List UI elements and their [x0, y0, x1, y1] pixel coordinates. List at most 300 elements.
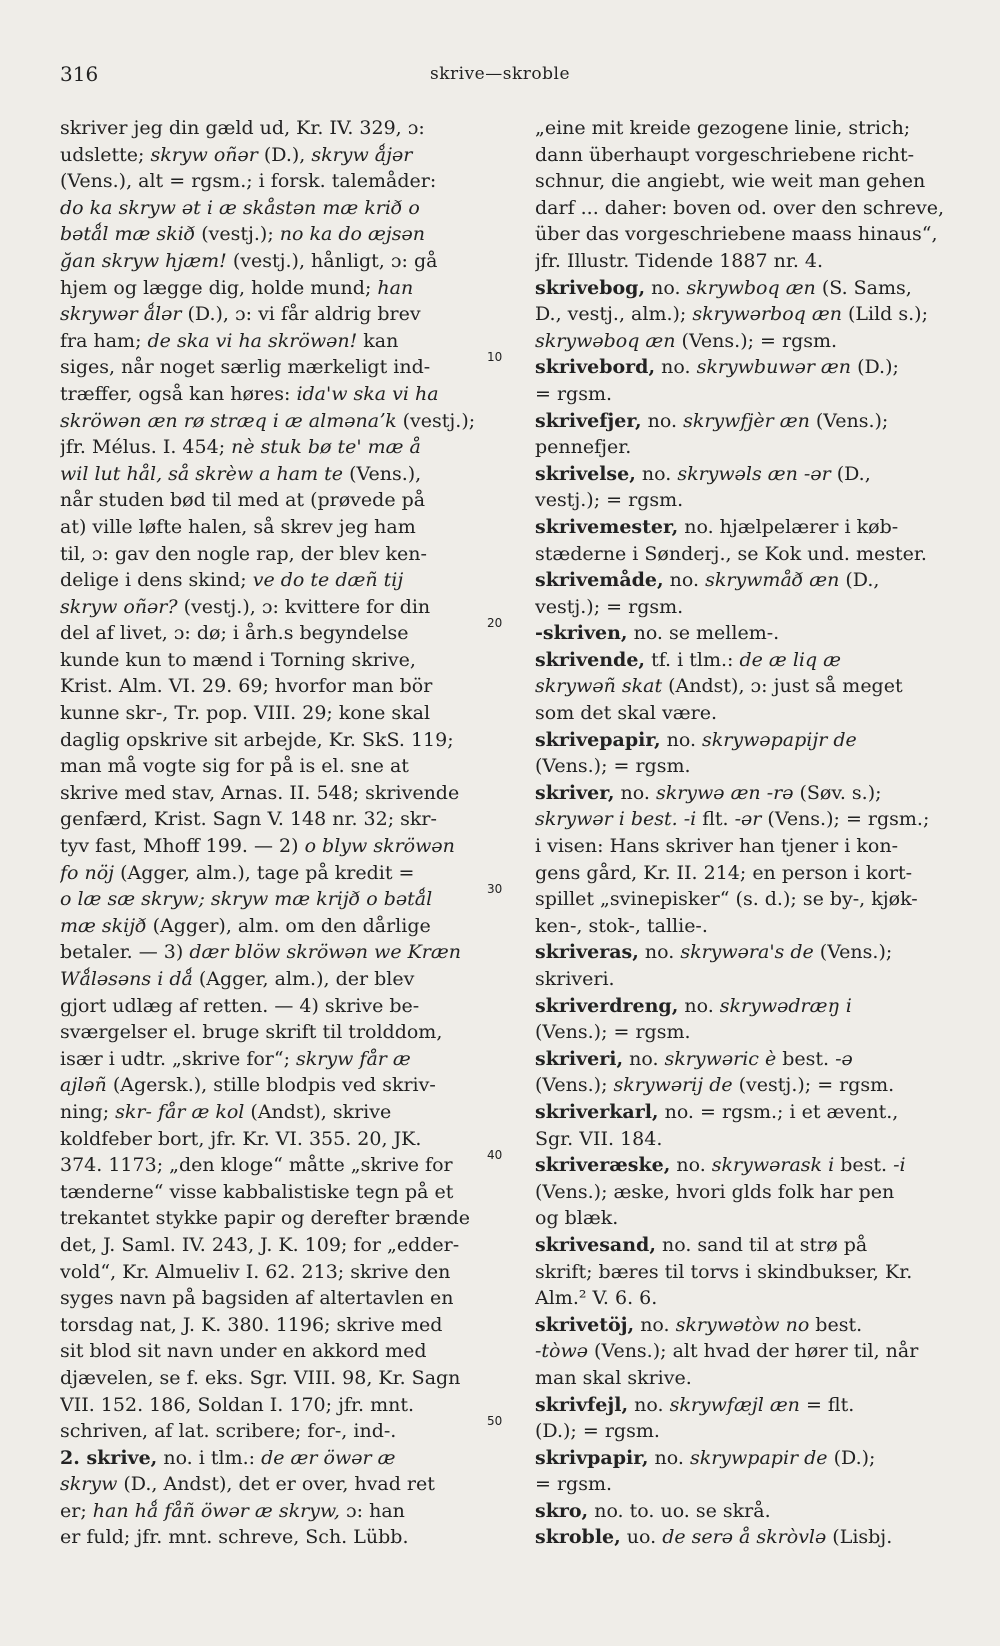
text-line: [60, 1019, 512, 1046]
text-run: skryw oñər: [150, 143, 258, 166]
text-run: (D.);: [827, 1446, 876, 1469]
text-run: no.: [641, 409, 684, 432]
text-run: skrywəric è: [664, 1047, 777, 1070]
text-line: [535, 514, 975, 541]
text-run: fo nöj: [60, 861, 115, 884]
text-run: (D.);: [851, 356, 899, 379]
text-line: [60, 1392, 512, 1419]
text-run: (Agger), alm. om den dårlige: [146, 914, 431, 937]
text-line: [535, 886, 975, 913]
text-run: -i: [893, 1154, 906, 1177]
text-line: [535, 780, 975, 807]
line-number: 50: [487, 1414, 503, 1428]
text-run: = rgsm.: [535, 382, 613, 405]
text-run: skrywərij de: [613, 1074, 733, 1097]
text-run: i visen: Hans skriver han tjener i kon-: [535, 835, 898, 858]
text-line: [60, 1126, 512, 1153]
text-run: no.: [635, 462, 678, 485]
headword: skroble,: [535, 1526, 621, 1549]
text-line: [535, 142, 975, 169]
text-line: [535, 541, 975, 568]
text-line: [60, 328, 512, 355]
text-run: skröwən æn rø stræq i æ almənaʼk: [60, 409, 397, 432]
text-run: man må vogte sig for på is el. sne at: [60, 755, 409, 778]
running-head: skrive—skroble: [429, 64, 571, 84]
text-run: (Søv. s.);: [793, 781, 882, 804]
text-line: [535, 1524, 975, 1551]
text-run: (D.,: [839, 569, 880, 592]
text-line: [60, 1232, 512, 1259]
text-run: hjem og lægge dig, holde mund;: [60, 276, 378, 299]
text-run: fra ham;: [60, 329, 148, 352]
text-run: er fuld; jfr. mnt. schreve, Sch. Lübb.: [60, 1526, 409, 1549]
text-run: skrywmåð æn: [705, 569, 840, 592]
text-line: [535, 487, 975, 514]
text-line: [60, 647, 512, 674]
headword: -skriven,: [535, 622, 628, 645]
text-run: (Vens.);: [535, 1074, 614, 1097]
text-run: wil lut hål, så skrèw a ham te: [60, 462, 344, 485]
text-line: [535, 195, 975, 222]
text-run: trekantet stykke papir og derefter brænde: [60, 1207, 471, 1230]
text-run: (vestj.);: [396, 409, 476, 432]
text-line: [535, 620, 975, 647]
text-run: no.: [634, 1313, 676, 1336]
text-line: [535, 408, 975, 435]
text-run: (Vens.); æske, hvori glds folk har pen: [535, 1180, 895, 1203]
text-run: no.: [645, 276, 687, 299]
text-run: (Vens.); = rgsm.: [675, 329, 838, 352]
headword: skrivemester,: [535, 515, 679, 538]
text-line: [60, 913, 512, 940]
text-run: tyv fast, Mhoff 199. — 2): [60, 835, 305, 858]
text-run: ida'w ska vi ha: [296, 382, 439, 405]
text-line: [60, 381, 512, 408]
text-line: [60, 567, 512, 594]
text-line: [535, 993, 975, 1020]
text-run: (Vens.); = rgsm.: [535, 1021, 691, 1044]
text-run: skrywər ǻlər: [60, 303, 182, 326]
text-run: siges, når noget særlig mærkeligt ind-: [60, 356, 431, 379]
text-run: do ka skryw ət i æ skåstən mæ krið o: [60, 196, 420, 219]
headword: skrivende,: [535, 648, 646, 671]
text-line: [535, 1152, 975, 1179]
text-run: skryw ǻjər: [311, 143, 413, 166]
text-line: [535, 1445, 975, 1472]
text-run: stæderne i Sønderj., se Kok und. mester.: [535, 542, 927, 565]
text-run: vold“, Kr. Almueliv I. 62. 213; skrive den: [60, 1260, 451, 1283]
text-line: [535, 594, 975, 621]
text-run: pennefjer.: [535, 436, 632, 459]
text-run: (Vens.), alt = rgsm.; i forsk. talemåder:: [60, 170, 437, 193]
text-run: no ka do æjsən: [279, 223, 426, 246]
headword: skrivefjer,: [535, 409, 642, 432]
text-run: genfærd, Krist. Sagn V. 148 nr. 32; skr-: [60, 808, 437, 831]
text-run: best.: [776, 1047, 836, 1070]
text-line: [535, 461, 975, 488]
text-run: kunde kun to mænd i Torning skrive,: [60, 648, 416, 671]
text-line: [60, 1259, 512, 1286]
text-line: [60, 860, 512, 887]
text-run: ajləñ: [60, 1074, 107, 1097]
headword: skrivemåde,: [535, 569, 664, 592]
text-line: [60, 1445, 512, 1472]
headword: skrivebord,: [535, 356, 656, 379]
text-run: djævelen, se f. eks. Sgr. VIII. 98, Kr. Sagn: [60, 1366, 461, 1389]
text-run: schriven, af lat. scribere; for-, ind-.: [60, 1420, 397, 1443]
text-line: [60, 221, 512, 248]
text-line: [60, 886, 512, 913]
page-number: 316: [60, 62, 99, 86]
headword: skrivesand,: [535, 1233, 656, 1256]
text-run: ken-, stok-, tallie-.: [535, 914, 708, 937]
text-run: skrywbuwər æn: [696, 356, 852, 379]
text-run: ning;: [60, 1100, 116, 1123]
text-run: no.: [670, 1154, 712, 1177]
text-run: -ər: [734, 808, 762, 831]
line-number: 20: [487, 616, 503, 630]
headword: skriverkarl,: [535, 1100, 659, 1123]
text-line: [535, 1498, 975, 1525]
text-run: skriveri.: [535, 968, 615, 990]
text-line: [60, 673, 512, 700]
text-run: „eine mit kreide gezogene linie, strich;: [535, 117, 911, 139]
text-line: [60, 1046, 512, 1073]
text-line: [60, 354, 512, 381]
text-run: skriver jeg din gæld ud, Kr. IV. 329, ɔ:: [60, 117, 425, 139]
text-run: Wǻləsəns i dǻ: [60, 968, 193, 990]
text-run: og blæk.: [535, 1207, 619, 1230]
text-line: [535, 806, 975, 833]
text-line: [535, 1072, 975, 1099]
text-run: gens gård, Kr. II. 214; en person i kort-: [535, 861, 912, 884]
text-line: [535, 1418, 975, 1445]
headword: skriveræske,: [535, 1154, 671, 1177]
text-line: [535, 1259, 975, 1286]
text-line: [60, 1498, 512, 1525]
text-line: [60, 142, 512, 169]
text-run: jfr. Illustr. Tidende 1887 nr. 4.: [535, 249, 824, 272]
text-line: [60, 408, 512, 435]
text-run: über das vorgeschriebene maass hinaus“,: [535, 223, 938, 246]
text-run: no.: [623, 1047, 665, 1070]
text-run: flt.: [696, 808, 735, 831]
text-run: betaler. — 3): [60, 941, 190, 964]
text-run: skrywəpapijr de: [702, 728, 857, 751]
text-run: især i udtr. „skrive for“;: [60, 1047, 297, 1070]
text-run: (vestj.); = rgsm.: [732, 1074, 895, 1097]
text-line: [60, 594, 512, 621]
text-run: (Vens.); alt hvad der hører til, når: [588, 1340, 919, 1363]
text-run: til, ɔ: gav den nogle rap, der blev ken-: [60, 542, 427, 565]
text-run: (S. Sams,: [815, 276, 912, 299]
text-line: [60, 1312, 512, 1339]
text-line: [60, 1285, 512, 1312]
text-run: delige i dens skind;: [60, 569, 253, 592]
text-run: tænderne“ visse kabbalistiske tegn på et: [60, 1180, 454, 1203]
text-run: no. = rgsm.; i et ævent.,: [658, 1100, 899, 1123]
headword: skriveri,: [535, 1047, 624, 1070]
text-run: no. hjælpelærer i køb-: [678, 515, 899, 538]
text-line: [535, 939, 975, 966]
text-line: [535, 1179, 975, 1206]
text-run: skryw får æ: [296, 1047, 411, 1070]
text-line: [60, 1099, 512, 1126]
text-line: [60, 700, 512, 727]
text-line: [535, 1205, 975, 1232]
text-run: som det skal være.: [535, 702, 717, 725]
text-line: [535, 567, 975, 594]
text-run: skrywboq æn: [686, 276, 816, 299]
text-run: man skal skrive.: [535, 1366, 692, 1389]
text-run: dær blöw skröwən we Kræn: [189, 941, 461, 964]
text-line: [60, 806, 512, 833]
text-run: bətǻl mæ skið: [60, 223, 196, 246]
text-line: [60, 966, 512, 993]
text-run: skrywərboq æn: [692, 303, 842, 326]
text-run: gjort udlæg af retten. — 4) skrive be-: [60, 994, 420, 1017]
headword: skrivelse,: [535, 462, 636, 485]
text-run: no.: [638, 941, 681, 964]
text-line: [60, 753, 512, 780]
text-run: (Lild s.);: [841, 303, 928, 326]
text-run: ɔ: han: [339, 1499, 405, 1522]
text-line: [60, 1205, 512, 1232]
text-run: VII. 152. 186, Soldan I. 170; jfr. mnt.: [60, 1393, 415, 1416]
text-run: er;: [60, 1499, 93, 1522]
text-run: skrywfæjl æn: [669, 1393, 800, 1416]
text-line: [60, 248, 512, 275]
text-run: koldfeber bort, jfr. Kr. VI. 355. 20, JK.: [60, 1127, 422, 1150]
text-run: no.: [663, 569, 706, 592]
text-line: [535, 966, 975, 993]
text-run: (Agersk.), stille blodpis ved skriv-: [106, 1074, 436, 1097]
text-run: best.: [809, 1313, 863, 1336]
text-line: [535, 673, 975, 700]
text-run: o blyw skröwən: [304, 835, 455, 858]
text-run: daglig opskrive sit arbejde, Kr. SkS. 119;: [60, 728, 454, 751]
text-line: [60, 168, 512, 195]
text-line: [60, 620, 512, 647]
text-run: (Andst), skrive: [244, 1100, 392, 1123]
text-line: [60, 939, 512, 966]
text-run: no. to. uo. se skrå.: [588, 1499, 771, 1522]
text-line: [535, 1099, 975, 1126]
text-run: kan: [357, 329, 399, 352]
text-run: skr- får æ kol: [115, 1100, 245, 1123]
text-line: [535, 913, 975, 940]
text-line: [60, 275, 512, 302]
text-line: [535, 221, 975, 248]
text-run: (D.),: [257, 143, 312, 166]
text-run: no. se mellem-.: [627, 622, 780, 645]
text-run: (vestj.), ɔ: kvittere for din: [177, 595, 431, 618]
text-run: nè stuk bø te' mæ å: [231, 436, 421, 459]
text-line: [60, 1365, 512, 1392]
text-line: [535, 1392, 975, 1419]
text-line: [535, 434, 975, 461]
text-run: darf ... daher: boven od. over den schreve,: [535, 196, 945, 219]
text-run: (Vens.);: [809, 409, 889, 432]
text-run: (D.,: [830, 462, 871, 485]
text-run: (Andst), ɔ: just så meget: [662, 675, 903, 698]
text-line: [535, 727, 975, 754]
text-run: skrywəls æn -ər: [677, 462, 831, 485]
text-line: [535, 1312, 975, 1339]
text-line: [60, 514, 512, 541]
text-run: no.: [655, 356, 697, 379]
text-run: skrywə æn -rə: [655, 781, 794, 804]
text-run: -tòwə: [535, 1340, 589, 1363]
headword: 2. skrive,: [60, 1446, 158, 1469]
text-run: det, J. Saml. IV. 243, J. K. 109; for „edder-: [60, 1233, 460, 1256]
text-run: (Vens.); = rgsm.: [535, 755, 691, 778]
line-number: 10: [487, 350, 503, 364]
text-line: [535, 860, 975, 887]
text-run: skrywətòw no: [675, 1313, 810, 1336]
headword: skriver,: [535, 781, 615, 804]
text-line: [60, 434, 512, 461]
text-line: [535, 381, 975, 408]
text-run: ğan skryw hjæm!: [60, 249, 227, 272]
text-line: [535, 1471, 975, 1498]
text-line: [60, 301, 512, 328]
headword: skro,: [535, 1499, 589, 1522]
text-run: skrywərask i: [711, 1154, 835, 1177]
text-run: (Vens.);: [813, 941, 893, 964]
text-run: dann überhaupt vorgeschriebene richt-: [535, 143, 915, 166]
text-line: [60, 1072, 512, 1099]
text-line: [60, 1524, 512, 1551]
text-line: [60, 1152, 512, 1179]
text-run: 374. 1173; „den kloge“ måtte „skrive for: [60, 1154, 453, 1177]
headword: skrivfejl,: [535, 1393, 629, 1416]
text-run: spillet „svinepisker“ (s. d.); se by-, kjøk-: [535, 888, 918, 911]
text-run: skrywpapir de: [689, 1446, 828, 1469]
text-line: [535, 1019, 975, 1046]
text-run: (D., Andst), det er over, hvad ret: [117, 1473, 435, 1496]
text-line: [535, 1046, 975, 1073]
headword: skrivebog,: [535, 276, 646, 299]
text-run: sit blod sit navn under en akkord med: [60, 1340, 427, 1363]
text-run: kunne skr-, Tr. pop. VIII. 29; kone skal: [60, 702, 431, 725]
text-run: skrywədræŋ i: [719, 994, 852, 1017]
text-run: vestj.); = rgsm.: [535, 595, 684, 618]
text-run: at) ville løfte halen, så skrev jeg ham: [60, 515, 416, 538]
text-run: no. i tlm.:: [157, 1446, 262, 1469]
text-run: vestj.); = rgsm.: [535, 489, 684, 512]
text-line: [535, 248, 975, 275]
text-run: han hǻ fåñ öwər æ skryw,: [92, 1499, 340, 1522]
text-run: (Lisbj.: [826, 1526, 893, 1549]
text-run: skrywəra's de: [680, 941, 814, 964]
text-line: [535, 700, 975, 727]
text-run: no.: [660, 728, 703, 751]
text-run: no.: [648, 1446, 690, 1469]
text-line: [60, 1471, 512, 1498]
text-run: skryw oñər?: [60, 595, 178, 618]
text-line: [535, 168, 975, 195]
text-run: (Agger, alm.), der blev: [192, 968, 415, 990]
text-run: han: [377, 276, 414, 299]
line-number: 40: [487, 1148, 503, 1162]
text-run: no.: [628, 1393, 670, 1416]
text-run: no.: [614, 781, 656, 804]
text-run: = rgsm.: [535, 1473, 613, 1496]
text-run: (D.), ɔ: vi får aldrig brev: [181, 303, 421, 326]
text-run: udslette;: [60, 143, 151, 166]
page-header: [0, 60, 1000, 94]
right-column: [535, 115, 975, 1551]
headword: skrivetöj,: [535, 1313, 635, 1336]
text-line: [535, 115, 975, 142]
text-line: [535, 1126, 975, 1153]
text-run: skryw: [60, 1473, 118, 1496]
text-line: [535, 1338, 975, 1365]
text-run: torsdag nat, J. K. 380. 1196; skrive med: [60, 1313, 443, 1336]
text-line: [60, 1338, 512, 1365]
text-run: (vestj.);: [195, 223, 280, 246]
text-run: når studen bød til med at (prøvede på: [60, 489, 426, 512]
text-line: [60, 541, 512, 568]
text-line: [535, 328, 975, 355]
text-run: = flt.: [799, 1393, 855, 1416]
text-line: [60, 195, 512, 222]
headword: skrivpapir,: [535, 1446, 649, 1469]
text-run: skrywfjèr æn: [683, 409, 810, 432]
text-run: uo.: [620, 1526, 663, 1549]
text-run: jfr. Mélus. I. 454;: [60, 436, 232, 459]
text-run: syges navn på bagsiden af altertavlen en: [60, 1287, 454, 1310]
text-line: [535, 833, 975, 860]
text-run: -ə: [835, 1047, 853, 1070]
text-run: skrywəboq æn: [535, 329, 676, 352]
headword: skrivepapir,: [535, 728, 661, 751]
text-line: [535, 275, 975, 302]
text-line: [535, 1232, 975, 1259]
text-run: no.: [678, 994, 720, 1017]
text-line: [60, 780, 512, 807]
text-run: de ska vi ha skröwən!: [147, 329, 358, 352]
text-line: [60, 461, 512, 488]
text-run: skrywər i best. -i: [535, 808, 697, 831]
text-run: skrift; bæres til torvs i skindbukser, Kr.: [535, 1260, 913, 1283]
text-run: Alm.² V. 6. 6.: [535, 1287, 658, 1310]
text-run: tf. i tlm.:: [645, 648, 740, 671]
text-line: [60, 727, 512, 754]
text-line: [60, 487, 512, 514]
text-run: de serə å skròvlə: [662, 1526, 827, 1549]
text-run: de æ liq æ: [739, 648, 842, 671]
text-line: [535, 753, 975, 780]
text-run: (Vens.); = rgsm.;: [761, 808, 930, 831]
text-line: [60, 1179, 512, 1206]
text-run: (vestj.), hånligt, ɔ: gå: [226, 249, 438, 272]
text-run: sværgelser el. bruge skrift til trolddom,: [60, 1021, 443, 1044]
line-number: 30: [487, 882, 503, 896]
left-column: [60, 115, 512, 1551]
text-run: ve do te dæñ tij: [252, 569, 404, 592]
headword: skriveras,: [535, 941, 639, 964]
text-line: [60, 115, 512, 142]
text-line: [60, 1418, 512, 1445]
text-run: D., vestj., alm.);: [535, 303, 693, 326]
text-run: no. sand til at strø på: [655, 1233, 868, 1256]
text-line: [535, 1365, 975, 1392]
text-line: [535, 354, 975, 381]
text-run: Sgr. VII. 184.: [535, 1127, 663, 1150]
text-run: del af livet, ɔ: dø; i årh.s begyndelse: [60, 622, 409, 645]
